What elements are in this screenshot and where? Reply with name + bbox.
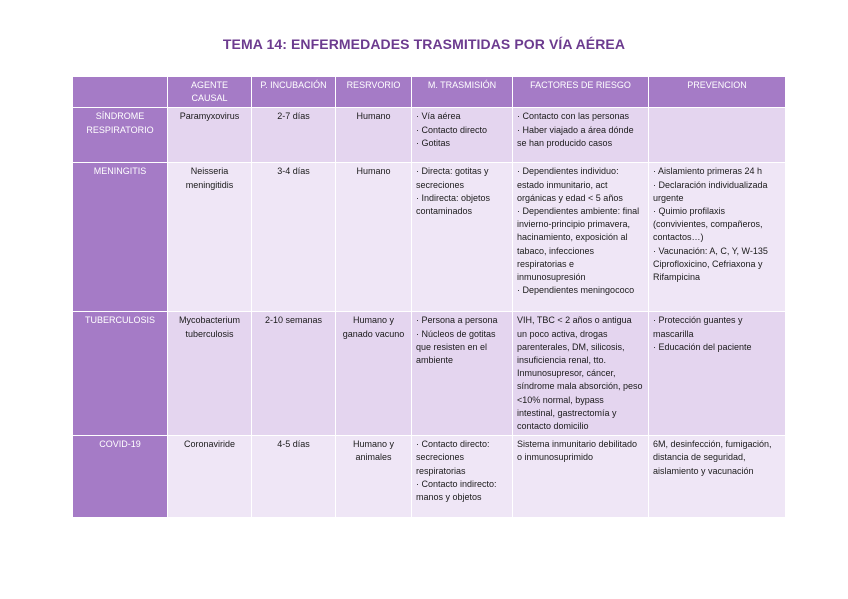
table-row xyxy=(73,108,786,163)
risk-cell xyxy=(513,163,649,312)
agent-cell: Paramyxovirus xyxy=(168,108,252,163)
cell-line: · Dependientes individuo: estado inmunitario, act orgánicas y edad < 5 años xyxy=(517,166,623,203)
page-title: TEMA 14: ENFERMEDADES TRASMITIDAS POR VÍA AÉREA xyxy=(222,36,626,52)
transmission-cell xyxy=(412,163,513,312)
transmission-cell xyxy=(412,312,513,436)
risk-cell xyxy=(513,436,649,518)
cell-line: · Protección guantes y mascarilla xyxy=(653,315,743,339)
prevention-cell xyxy=(649,163,786,312)
cell-line: · Dependientes meningococo xyxy=(517,285,635,296)
cell-line: · Directa: gotitas y secreciones xyxy=(416,166,489,190)
cell-line: · Contacto con las personas xyxy=(517,111,630,122)
cell-line: · Contacto directo xyxy=(416,124,488,135)
cell-line: · Persona a persona xyxy=(416,315,498,326)
cell-line: · Indirecta: objetos contaminados xyxy=(416,192,491,217)
transmission-cell xyxy=(412,436,513,518)
risk-cell xyxy=(513,108,649,163)
cell-line: · Declaración individualizada urgente xyxy=(653,179,768,203)
agent-cell: Coronaviride xyxy=(168,436,252,518)
risk-cell xyxy=(513,312,649,436)
header-prevention: PREVENCION xyxy=(649,77,786,108)
reservoir-cell: Humano xyxy=(336,108,412,163)
disease-cell: MENINGITIS xyxy=(73,163,168,312)
cell-line: · Educación del paciente xyxy=(653,341,752,352)
cell-line: · Contacto indirecto: manos y objetos xyxy=(416,478,497,503)
prevention-cell xyxy=(649,436,786,518)
reservoir-cell: Humano y ganado vacuno xyxy=(336,312,412,436)
diseases-table xyxy=(72,76,786,518)
incubation-cell: 2-7 días xyxy=(252,108,336,163)
transmission-cell xyxy=(412,108,513,163)
cell-line: · Aislamiento primeras 24 h xyxy=(653,166,763,177)
cell-line: VIH, TBC < 2 años o antigua un poco activa, drogas parenterales, DM, silicosis, insuficiencia renal, tto. Inmunosupresor, cáncer, síndrome mala absorción, peso <10% normal, bypass intestinal, gastrectomía y contacto domicilio xyxy=(517,315,643,432)
disease-cell: TUBERCULOSIS xyxy=(73,312,168,436)
incubation-cell: 3-4 días xyxy=(252,163,336,312)
disease-cell: COVID-19 xyxy=(73,436,168,518)
table-row xyxy=(73,163,786,312)
cell-line: · Dependientes ambiente: final invierno-principio primavera, hacinamiento, exposición al tabaco, infecciones respiratorias e inmunosupresión xyxy=(517,206,640,283)
header-transmission: M. TRASMISIÓN xyxy=(412,77,513,108)
table-row xyxy=(73,436,786,518)
prevention-cell xyxy=(649,312,786,436)
cell-line: 6M, desinfección, fumigación, distancia de seguridad, aislamiento y vacunación xyxy=(653,439,772,476)
cell-line: · Vacunación: A, C, Y, W-135 Ciprofloxicino, Cefriaxona y Rifampicina xyxy=(653,245,768,283)
cell-line: · Vía aérea xyxy=(416,111,461,122)
agent-cell: Neisseria meningitidis xyxy=(168,163,252,312)
incubation-cell: 4-5 días xyxy=(252,436,336,518)
prevention-cell xyxy=(649,108,786,163)
header-agent: AGENTE CAUSAL xyxy=(168,77,252,108)
cell-line: · Núcleos de gotitas que resisten en el ambiente xyxy=(416,328,496,366)
reservoir-cell: Humano xyxy=(336,163,412,312)
header-reservoir: RESRVORIO xyxy=(336,77,412,108)
disease-cell: SÍNDROME RESPIRATORIO xyxy=(73,108,168,163)
header-incubation: P. INCUBACIÓN xyxy=(252,77,336,108)
cell-line: Sistema inmunitario debilitado o inmunosuprimido xyxy=(517,439,638,463)
header-risk: FACTORES DE RIESGO xyxy=(513,77,649,108)
table-header-row xyxy=(73,77,786,108)
table-row xyxy=(73,312,786,436)
cell-line: · Quimio profilaxis (convivientes, compañeros, contactos…) xyxy=(653,206,763,243)
cell-line: · Haber viajado a área dónde se han producido casos xyxy=(517,124,634,148)
header-disease xyxy=(73,77,168,108)
incubation-cell: 2-10 semanas xyxy=(252,312,336,436)
reservoir-cell: Humano y animales xyxy=(336,436,412,518)
cell-line: · Gotitas xyxy=(416,137,451,148)
cell-line: · Contacto directo: secreciones respiratorias xyxy=(416,439,490,476)
agent-cell: Mycobacterium tuberculosis xyxy=(168,312,252,436)
